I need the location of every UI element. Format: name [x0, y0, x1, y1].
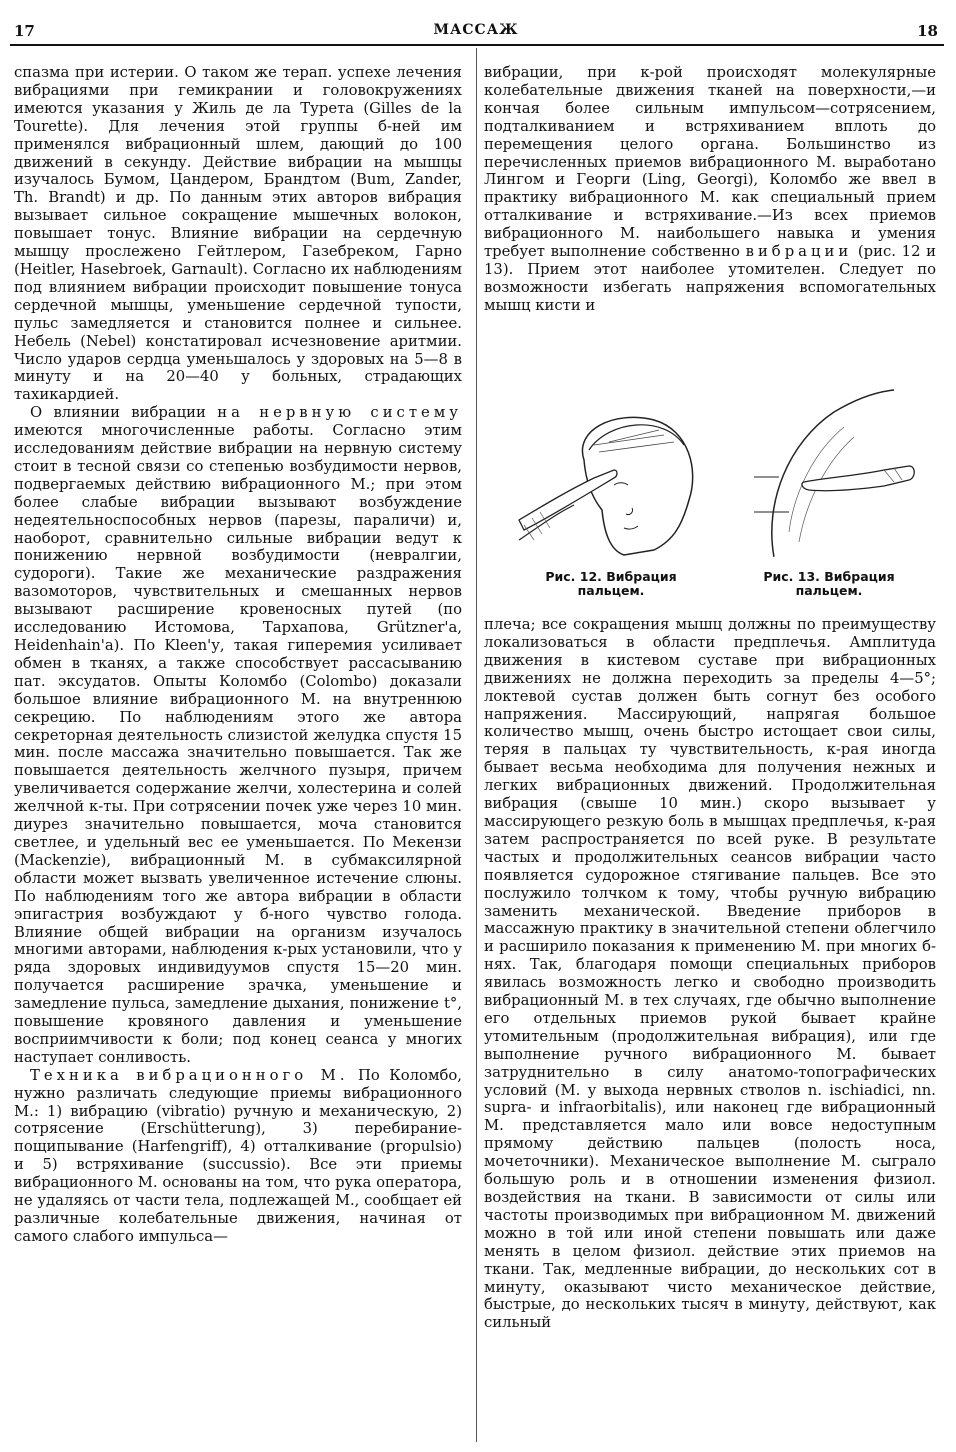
paragraph: спазма при истерии. О таком же терап. успехе лечения вибрациями при гемикрании и головокружениях имеются указания у Жиль де ла Турета (Gilles de la Tourette). Для лечения этой группы б-ней им применялся вибрационный шлем, дающий до 100 движений в секунду. Действие вибрации на мышцы изучалось Бумом, Цандером, Брандтом (Bum, Zander, Th. Brandt) и др. По данным этих авторов вибрация вызывает сильное сокращение мышечных волокон, повышает тонус. Влияние вибрации на сердечную мышцу прослежено Гейтлером, Газебреком, Гарно (Heitler, Hasebroek, Garnault). Согласно их наблюдениям под влиянием вибрации происходит повышение тонуса сердечной мышцы, уменьшение сердечной тупости, пульс замедляется и становится полнее и сильнее. Небель (Nebel) констатировал исчезновение аритмии. Число ударов сердца уменьшалось у здоровых на 5—8 в минуту и на 20—40 у больных, страдающих тахикардией.	[14, 64, 462, 404]
header-rule	[10, 44, 944, 46]
text-run: По Коломбо, нужно различать следующие приемы вибрационного М.: 1) вибрацию (vibratio) ручную и механическую, 2) сотрясение (Erschütterung), 3) перебирание-пощипывание (Harfengriff), 4) отталкивание (propulsio) и 5) встряхивание (succussio). Все эти приемы вибрационного М. основаны на том, что рука оператора, не удаляясь от части тела, подлежащей М., сообщает ей различные колебательные движения, начиная от самого слабого импульса—	[14, 1066, 462, 1245]
caption-line: пальцем.	[577, 583, 645, 598]
text-run: вибрации, при к-рой происходят молекулярные колебательные движения тканей на поверхности,—и кончая более сильным импульсом—сотрясением, подталкиванием и встряхиванием вплоть до перемещения целого органа. Большинство из перечисленных приемов вибрационного М. выработано Лингом и Георги (Ling, Georgi), Коломбо же ввел в практику вибрационного М. как специальный прием отталкивание и встряхивание.—Из всех приемов вибрационного М. наибольшего навыка и умения требует выполнение собственно	[484, 64, 936, 261]
paragraph	[14, 1067, 462, 1246]
spaced-emphasis: вибрации	[745, 243, 853, 261]
caption-line: Рис. 12. Вибрация	[545, 569, 677, 584]
paragraph	[484, 64, 936, 315]
text-run: О влиянии вибрации	[30, 404, 218, 422]
figures-block	[484, 382, 936, 608]
page-number-left: 17	[14, 22, 35, 40]
figure-12-illustration	[514, 390, 714, 565]
text-run: (рис. 12 и 13). Прием этот наиболее утомителен. Следует по возможности избегать напряжения вспомогательных мышц кисти и	[484, 243, 936, 314]
paragraph	[14, 404, 462, 1067]
right-column-bottom	[484, 616, 936, 1332]
figure-12-caption	[506, 570, 716, 598]
spaced-heading: Техника вибрационного М.	[30, 1066, 349, 1084]
paragraph: плеча; все сокращения мышц должны по преимуществу локализоваться в области предплечья. Амплитуда движения в кистевом суставе при вибрационных движениях не должна переходить за пределы 4—5°; локтевой сустав должен быть согнут без особого напряжения. Массирующий, напрягая большое количество мышц, очень быстро истощает свои силы, теряя в пальцах ту чувствительность, к-рая иногда бывает весьма необходима для получения нежных и легких вибрационных движений. Продолжительная вибрация (свыше 10 мин.) скоро вызывает у массирующего резкую боль в мышцах предплечья, к-рая затем распространяется по всей руке. В результате частых и продолжительных сеансов вибрации часто появляется судорожное стягивание пальцев. Все это послужило толчком к тому, чтобы ручную вибрацию заменить механической. Введение приборов в массажную практику в значительной степени облегчило и расширило показания к применению М. при многих б-нях. Так, благодаря помощи специальных приборов явилась возможность легко и свободно производить вибрационный М. в тех случаях, где обычно выполнение его отдельных приемов рукой бывает крайне утомительным (продолжительная вибрация), или где выполнение ручного вибрационного М. бывает затруднительно в силу анатомо-топографических условий (М. у выхода нервных стволов n. ischiadici, nn. supra- и infraorbitalis), или наконец где вибрационный М. представляется мало или вовсе недоступным прямому действию пальцев (полость носа, мочеточники). Механическое выполнение М. сыграло большую роль и в отношении изменения физиол. воздействия на ткани. В зависимости от силы или частоты производимых при вибрационном М. движений можно в той или иной степени повышать или даже менять в целом физиол. действие этих приемов на ткани. Так, медленные вибрации, до нескольких сот в минуту, оказывают чисто механическое действие, быстрые, до нескольких тысяч в минуту, действуют, как сильный	[484, 616, 936, 1332]
left-column	[14, 64, 462, 1246]
page-header	[14, 20, 938, 44]
spaced-emphasis: на нервную систему	[217, 404, 462, 422]
running-title: МАССАЖ	[433, 22, 519, 38]
page-number-right: 18	[917, 22, 938, 40]
figure-13-caption	[724, 570, 934, 598]
figure-13-illustration	[734, 382, 924, 562]
caption-line: пальцем.	[795, 583, 863, 598]
text-run: имеются многочисленные работы. Согласно этим исследованиям действие вибрации на нервную систему стоит в тесной связи со степенью возбудимости нервов, подвергаемых действию вибрационного М.; при этом более слабые вибрации вызывают возбуждение недеятельноспособных нервов (парезы, параличи) и, наоборот, сравнительно сильные вибрации ведут к понижению нервной возбудимости (невралгии, судороги). Такие же механические раздражения вазомоторов, чувствительных и смешанных нервов вызывают расширение кровеносных путей (по исследованию Истомова, Тархапова, Grützner'a, Heidenhain'a). По Kleen'у, такая гиперемия усиливает обмен в тканях, а также способствует рассасыванию пат. эксудатов. Опыты Коломбо (Colombo) доказали большое влияние вибрационного М. на внутреннюю секрецию. По наблюдениям этого же автора секреторная деятельность слизистой желудка спустя 15 мин. после массажа значительно повышается. Так же повышается деятельность желчного пузыря, причем увеличивается содержание желчи, холестерина и солей желчной к-ты. При сотрясении почек уже через 10 мин. диурез значительно повышается, моча становится светлее, и удельный вес ее уменьшается. По Мекензи (Mackenzie), вибрационный М. в субмаксилярной области может вызвать увеличенное истечение слюны. По наблюдениям того же автора вибрации в области эпигастрия возбуждают у б-ного чувство голода. Влияние общей вибрации на организм изучалось многими авторами, наблюдения к-рых установили, что у ряда здоровых индивидуумов спустя 15—20 мин. получается расширение зрачка, уменьшение и замедление пульса, замедление дыхания, понижение t°, повышение кровяного давления и уменьшение восприимчивости к боли; под конец сеанса у многих наступает сонливость.	[14, 422, 462, 1066]
right-column-top	[484, 64, 936, 315]
column-divider	[476, 48, 477, 1442]
caption-line: Рис. 13. Вибрация	[763, 569, 895, 584]
